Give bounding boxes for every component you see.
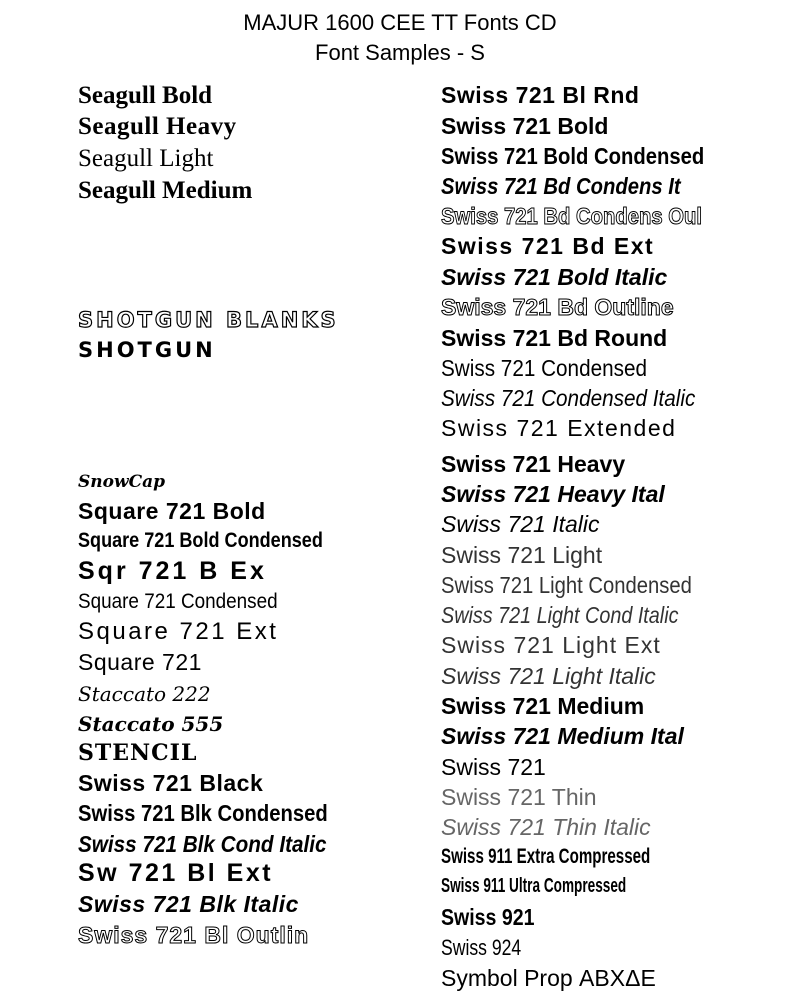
font-sample-swiss-721-heavy: Swiss 721 Heavy: [441, 451, 626, 477]
font-sample-symbol-prop: Symbol Prop ΑΒΧΔΕ: [441, 965, 656, 991]
font-sample-swiss-721-bl-outlin: Swiss 721 Bl Outlin: [78, 922, 310, 948]
font-sample-square-721-condensed: Square 721 Condensed: [78, 590, 278, 613]
font-sample-swiss-721-bd-condens-oul: Swiss 721 Bd Condens Oul: [441, 203, 702, 229]
font-sample-swiss-721-heavy-ital: Swiss 721 Heavy Ital: [441, 481, 665, 507]
font-sample-square-721-bold: Square 721 Bold: [78, 498, 266, 524]
font-sample-swiss-721-bd-condens-it: Swiss 721 Bd Condens It: [441, 173, 681, 199]
font-sample-swiss-924: Swiss 924: [441, 935, 522, 960]
page-title: MAJUR 1600 CEE TT Fonts CD: [243, 10, 557, 35]
page-subtitle: Font Samples - S: [315, 40, 485, 65]
font-sample-swiss-721-black: Swiss 721 Black: [78, 770, 264, 796]
font-sample-swiss-721-condensed: Swiss 721 Condensed: [441, 355, 647, 381]
font-sample-swiss-721-medium-ital: Swiss 721 Medium Ital: [441, 723, 684, 749]
font-sample-swiss-721-light-condensed: Swiss 721 Light Condensed: [441, 572, 692, 598]
font-sample-swiss-721-medium: Swiss 721 Medium: [441, 693, 645, 719]
font-sample-sqr-721-b-ex: Sqr 721 B Ex: [78, 557, 267, 585]
font-sample-shotgun: SHOTGUN: [78, 338, 216, 362]
font-sample-swiss-911-ultra-compressed: Swiss 911 Ultra Compressed: [441, 875, 627, 897]
font-sample-swiss-721-extended: Swiss 721 Extended: [441, 415, 677, 441]
font-sample-swiss-721: Swiss 721: [441, 754, 546, 780]
font-sample-snowcap: SnowCap: [78, 472, 166, 492]
font-sample-swiss-721-blk-italic: Swiss 721 Blk Italic: [78, 891, 299, 917]
font-sample-swiss-721-bl-rnd: Swiss 721 Bl Rnd: [441, 82, 640, 108]
font-sample-swiss-721-light: Swiss 721 Light: [441, 542, 603, 568]
font-sample-swiss-721-light-italic: Swiss 721 Light Italic: [441, 663, 656, 689]
font-sample-sw-721-bl-ext: Sw 721 Bl Ext: [78, 859, 274, 887]
font-sample-square-721: Square 721: [78, 649, 202, 675]
font-sample-swiss-721-bold: Swiss 721 Bold: [441, 113, 609, 139]
font-sample-seagull-heavy: Seagull Heavy: [78, 113, 237, 140]
font-sample-swiss-721-condensed-italic: Swiss 721 Condensed Italic: [441, 385, 696, 411]
font-sample-swiss-721-blk-cond-italic: Swiss 721 Blk Cond Italic: [78, 831, 327, 857]
font-sample-swiss-721-thin-italic: Swiss 721 Thin Italic: [441, 814, 651, 840]
font-sample-swiss-721-bd-ext: Swiss 721 Bd Ext: [441, 233, 655, 259]
font-sample-swiss-911-extra-compressed: Swiss 911 Extra Compressed: [441, 845, 651, 868]
font-sample-swiss-721-light-ext: Swiss 721 Light Ext: [441, 632, 661, 658]
font-sample-seagull-bold: Seagull Bold: [78, 82, 213, 109]
font-sample-staccato-222: Staccato 222: [78, 682, 211, 706]
font-sample-swiss-721-blk-condensed: Swiss 721 Blk Condensed: [78, 800, 328, 826]
font-sample-square-721-ext: Square 721 Ext: [78, 618, 279, 645]
font-sample-seagull-light: Seagull Light: [78, 145, 214, 172]
font-sample-staccato-555: Staccato 555: [78, 712, 224, 736]
font-sample-stencil: STENCIL: [78, 740, 198, 766]
font-sample-shotgun-blanks: SHOTGUN BLANKS: [78, 308, 339, 332]
font-sample-square-721-bold-condensed: Square 721 Bold Condensed: [78, 529, 323, 552]
font-sample-swiss-721-light-cond-italic: Swiss 721 Light Cond Italic: [441, 602, 679, 628]
font-sample-swiss-721-bold-italic: Swiss 721 Bold Italic: [441, 264, 668, 290]
font-sample-swiss-721-bd-round: Swiss 721 Bd Round: [441, 325, 668, 351]
font-sample-swiss-721-italic: Swiss 721 Italic: [441, 511, 600, 537]
font-sample-swiss-921: Swiss 921: [441, 904, 535, 930]
font-sample-swiss-721-bd-outline: Swiss 721 Bd Outline: [441, 294, 674, 320]
font-sample-swiss-721-bold-condensed: Swiss 721 Bold Condensed: [441, 143, 705, 169]
font-sample-swiss-721-thin: Swiss 721 Thin: [441, 784, 597, 810]
font-sample-seagull-medium: Seagull Medium: [78, 177, 253, 204]
